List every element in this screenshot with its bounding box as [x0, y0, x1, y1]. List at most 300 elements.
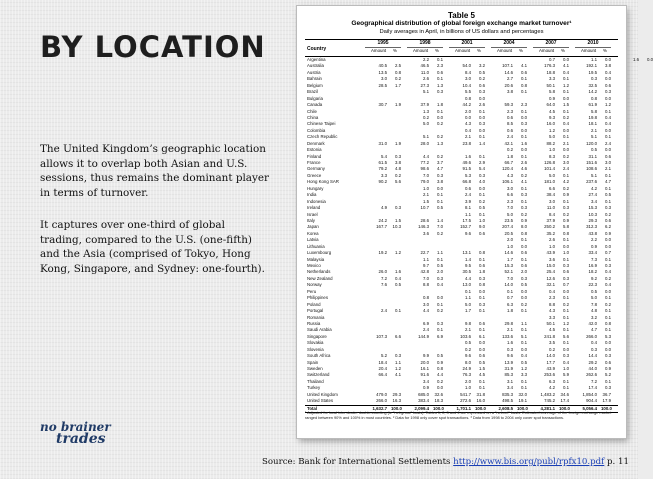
amount-cell: 4.3: [548, 308, 555, 314]
percent-cell: 0.8: [436, 366, 443, 371]
percent-cell: 0.1: [520, 185, 527, 191]
percent-cell: 0.5: [604, 192, 611, 198]
country-name: Portugal: [307, 308, 324, 314]
amount-cell: 8.4: [464, 69, 471, 75]
percent-cell: 0.0: [478, 114, 485, 120]
percent-cell: 5.3: [604, 333, 611, 339]
amount-cell: 9.6: [464, 353, 471, 359]
amount-cell: 4.7: [590, 327, 597, 333]
percent-cell: 0.9: [604, 230, 611, 236]
amount-cell: 101.4: [544, 166, 555, 172]
amount-cell: 9.9: [422, 353, 429, 359]
percent-cell: 0.8: [478, 250, 485, 256]
percent-cell: 0.3: [520, 205, 527, 211]
table-image-panel: [297, 6, 653, 438]
amount-cell: 151.6: [586, 160, 597, 165]
percent-cell: 0.0: [436, 114, 443, 120]
country-name: Canada: [307, 102, 323, 108]
percent-cell: 0.3: [478, 301, 485, 307]
percent-cell: 0.2: [604, 301, 611, 307]
amount-cell: 2.7: [506, 76, 513, 82]
percent-cell: 29.3: [392, 391, 401, 397]
amount-cell: 3.0: [548, 198, 555, 204]
amount-cell: 0.5: [464, 340, 471, 346]
percent-cell: 0.1: [604, 172, 611, 178]
amount-cell: 181.0: [544, 179, 555, 185]
percent-cell: 0.5: [520, 282, 527, 288]
amount-cell: 2.3: [548, 295, 555, 301]
percent-cell: 0.2: [394, 172, 401, 178]
source-suffix: p. 11: [604, 457, 629, 467]
amount-cell: 9.8: [464, 320, 471, 326]
percent-cell: 0.1: [562, 172, 569, 178]
logo-line-2: trades: [56, 431, 106, 447]
percent-cell: 0.0: [520, 295, 527, 301]
percent-cell: 0.3: [604, 205, 611, 211]
percent-cell: 6.9: [436, 333, 443, 339]
percent-cell: 0.4: [562, 121, 569, 127]
percent-cell: 0.3: [562, 205, 569, 211]
percent-cell: 0.3: [520, 121, 527, 127]
country-name: Chile: [307, 108, 317, 114]
percent-cell: 0.1: [604, 256, 611, 262]
amount-cell: 0.0: [464, 114, 471, 120]
country-name: Finland: [307, 153, 322, 159]
amount-cell: 30.5: [462, 269, 471, 275]
percent-cell: 0.0: [478, 127, 485, 133]
percent-cell: 0.9: [562, 217, 569, 223]
percent-cell: 5.8: [562, 224, 569, 230]
amount-cell: 4.2: [590, 185, 597, 191]
table-title: Geographical distribution of global foreign exchange market turnover¹: [351, 20, 572, 27]
amount-cell: 5.8: [590, 108, 597, 114]
amount-cell: 38.4: [546, 192, 555, 198]
amount-cell: 31.9: [504, 366, 513, 371]
percent-cell: 0.1: [520, 340, 527, 346]
percent-cell: 1.0: [562, 250, 569, 256]
percent-cell: 2.3: [436, 63, 443, 69]
percent-cell: 4.2: [562, 179, 569, 185]
percent-cell: 0.1: [478, 295, 485, 301]
amount-cell: 31.1: [588, 153, 597, 159]
percent-cell: 0.1: [436, 198, 443, 204]
percent-cell: 0.8: [394, 69, 401, 75]
percent-cell: 1.1: [394, 359, 401, 365]
amount-cell: 192.1: [586, 63, 597, 69]
percent-cell: 5.6: [562, 333, 569, 339]
country-name: Japan: [307, 224, 319, 230]
percent-cell: 10.3: [392, 224, 401, 230]
amount-cell: 44.0: [588, 366, 597, 371]
amount-cell: 22.7: [420, 250, 429, 256]
percent-cell: 0.1: [604, 185, 611, 191]
amount-cell: 3.4: [590, 198, 597, 204]
percent-cell: 2.4: [604, 140, 611, 146]
percent-cell: 0.2: [562, 301, 569, 307]
percent-cell: 0.3: [436, 275, 443, 281]
amount-cell: 1,701.1: [456, 405, 471, 411]
percent-cell: 0.6: [562, 269, 569, 275]
percent-cell: 0.3: [604, 263, 611, 268]
source-link[interactable]: http://www.bis.org/publ/rpfx10.pdf: [453, 457, 605, 467]
percent-cell: 1.2: [394, 366, 401, 371]
amount-cell: 312.3: [586, 224, 597, 230]
percent-cell: 0.1: [604, 134, 611, 140]
amount-cell: 27.3: [420, 82, 429, 88]
percent-cell: 0.4: [604, 69, 611, 75]
percent-cell: 1.6: [394, 269, 401, 275]
amount-cell: 3.0: [422, 301, 429, 307]
amount-cell: 237.6: [586, 179, 597, 185]
percent-cell: 2.6: [478, 102, 485, 108]
amount-cell: 2.4: [380, 308, 387, 314]
percent-cell: 0.3: [394, 205, 401, 211]
country-name: Latvia: [307, 237, 319, 243]
amount-subheader: Amount: [581, 48, 597, 53]
percent-cell: 0.7: [604, 250, 611, 256]
amount-cell: 1.5: [422, 198, 429, 204]
amount-cell: 2,608.5: [498, 405, 513, 411]
percent-cell: 1.2: [520, 366, 527, 371]
percent-cell: 0.0: [520, 288, 527, 294]
percent-cell: 2.0: [520, 269, 527, 275]
percent-cell: 2.9: [478, 160, 485, 165]
amount-cell: 6.3: [548, 378, 555, 384]
amount-cell: 19.2: [378, 250, 387, 256]
country-name: Lithuania: [307, 243, 325, 249]
amount-cell: 9.5: [464, 263, 471, 268]
percent-cell: 0.1: [604, 108, 611, 114]
percent-cell: 0.1: [520, 237, 527, 243]
amount-cell: 61.9: [588, 102, 597, 108]
amount-cell: 1,483.2: [540, 391, 555, 397]
percent-subheader: %: [519, 48, 523, 53]
percent-cell: 0.1: [562, 256, 569, 262]
amount-cell: 5.0: [464, 301, 471, 307]
country-name: India: [307, 192, 317, 198]
percent-cell: 16.0: [476, 398, 485, 404]
country-name: Bulgaria: [307, 95, 323, 101]
country-name: Romania: [307, 314, 325, 320]
paragraph-uk-location: The United Kingdom’s geographic location allows it to overlap both Asian and U.S. sessions, thus remains the dominant player in terms of turnover.: [40, 143, 269, 199]
percent-cell: 1.1: [436, 250, 443, 256]
amount-cell: 2.4: [422, 327, 429, 333]
amount-cell: 3.1: [506, 378, 513, 384]
percent-cell: 0.3: [604, 385, 611, 391]
amount-cell: 14.6: [504, 250, 513, 256]
amount-cell: 24.9: [462, 366, 471, 371]
amount-cell: 1.1: [590, 57, 597, 62]
country-name: Philippines: [307, 295, 329, 301]
percent-cell: 0.5: [478, 205, 485, 211]
amount-cell: 5.3: [464, 172, 471, 178]
percent-cell: 0.1: [604, 295, 611, 301]
percent-cell: 1.0: [562, 366, 569, 371]
table-header: [305, 40, 618, 57]
country-name: France: [307, 160, 321, 165]
amount-cell: 2.1: [590, 127, 597, 133]
amount-cell: 18.4: [378, 359, 387, 365]
amount-cell: 2.6: [548, 237, 555, 243]
amount-cell: 541.7: [460, 391, 471, 397]
amount-cell: 4.4: [422, 153, 429, 159]
country-name: Peru: [307, 288, 317, 294]
amount-cell: 1.4: [464, 256, 471, 262]
amount-cell: 29.8: [504, 320, 513, 326]
amount-cell: 8.8: [422, 282, 429, 288]
amount-cell: 37.9: [420, 102, 429, 108]
amount-cell: 7.0: [506, 275, 513, 281]
amount-cell: 144.9: [418, 333, 429, 339]
percent-cell: 4.7: [436, 166, 443, 172]
country-name: Russia: [307, 320, 321, 326]
amount-cell: 207.4: [502, 224, 513, 230]
percent-cell: 0.0: [436, 185, 443, 191]
amount-cell: 29.2: [588, 359, 597, 365]
country-name: Brazil: [307, 89, 318, 95]
amount-cell: 91.5: [462, 166, 471, 172]
amount-cell: 35.2: [546, 230, 555, 236]
amount-cell: 20.4: [378, 366, 387, 371]
amount-cell: 8.4: [548, 211, 555, 217]
percent-cell: 100.0: [601, 405, 612, 411]
percent-cell: 1.5: [394, 217, 401, 223]
amount-cell: 13.1: [462, 250, 471, 256]
percent-cell: 0.9: [604, 366, 611, 371]
table-subtitle: Daily averages in April, in billions of US dollars and percentages: [379, 29, 544, 35]
amount-cell: 22.3: [588, 282, 597, 288]
percent-cell: 0.0: [436, 295, 443, 301]
percent-cell: 0.4: [520, 353, 527, 359]
percent-cell: 0.4: [604, 282, 611, 288]
percent-cell: 0.6: [604, 153, 611, 159]
amount-cell: 5.1: [590, 134, 597, 140]
amount-cell: 4.3: [464, 121, 471, 127]
percent-cell: 0.6: [520, 250, 527, 256]
percent-subheader: %: [561, 48, 565, 53]
percent-cell: 0.2: [604, 275, 611, 281]
amount-cell: 43.8: [588, 230, 597, 236]
percent-cell: 0.3: [478, 275, 485, 281]
percent-cell: 0.9: [436, 359, 443, 365]
amount-cell: 13.0: [462, 282, 471, 288]
amount-cell: 152.7: [460, 224, 471, 230]
percent-cell: 0.2: [520, 211, 527, 217]
country-name: Hungary: [307, 185, 324, 191]
amount-cell: 7.8: [590, 301, 597, 307]
amount-cell: 20.0: [420, 359, 429, 365]
amount-cell: 6.9: [422, 320, 429, 326]
percent-cell: 0.1: [562, 327, 569, 333]
percent-cell: 0.7: [562, 282, 569, 288]
percent-cell: 0.1: [520, 327, 527, 333]
percent-cell: 3.0: [604, 160, 611, 165]
amount-cell: 1.8: [506, 153, 513, 159]
amount-cell: 8.0: [464, 359, 471, 365]
amount-cell: 133.6: [502, 333, 513, 339]
percent-cell: 0.3: [562, 263, 569, 268]
country-name: Bahrain: [307, 76, 322, 82]
amount-cell: 5,056.4: [582, 405, 597, 411]
amount-cell: 31.0: [378, 140, 387, 146]
amount-cell: 79.2: [378, 166, 387, 172]
amount-cell: 1.0: [464, 385, 471, 391]
percent-cell: 0.1: [478, 192, 485, 198]
percent-cell: 100.0: [433, 405, 444, 411]
percent-cell: 0.1: [520, 134, 527, 140]
amount-cell: 4.4: [464, 275, 471, 281]
percent-cell: 0.1: [562, 76, 569, 82]
percent-cell: 1.3: [436, 140, 443, 146]
amount-cell: 7.3: [590, 256, 597, 262]
percent-cell: 4.5: [478, 372, 485, 378]
percent-cell: 0.1: [562, 134, 569, 140]
percent-cell: 0.1: [436, 108, 443, 114]
percent-cell: 0.1: [562, 89, 569, 95]
amount-cell: 0.5: [590, 147, 597, 153]
amount-cell: 107.1: [502, 63, 513, 69]
percent-cell: 36.7: [602, 391, 611, 397]
country-name: Ireland: [307, 205, 321, 211]
percent-cell: 2.1: [604, 166, 611, 172]
amount-cell: 3.3: [380, 172, 387, 178]
amount-cell: 7.0: [506, 205, 513, 211]
percent-cell: 0.0: [604, 95, 611, 101]
country-name: Slovakia: [307, 340, 324, 346]
amount-cell: 250.2: [544, 224, 555, 230]
percent-cell: 0.1: [394, 308, 401, 314]
amount-cell: 52.1: [504, 269, 513, 275]
percent-cell: 7.0: [436, 224, 443, 230]
amount-cell: 8.8: [548, 301, 555, 307]
amount-cell: 107.3: [376, 333, 387, 339]
percent-cell: 2.1: [562, 140, 569, 146]
percent-cell: 1.5: [562, 102, 569, 108]
amount-cell: 50.1: [546, 320, 555, 326]
percent-cell: 8.0: [520, 224, 527, 230]
percent-cell: 0.3: [394, 353, 401, 359]
percent-cell: 0.1: [520, 308, 527, 314]
percent-cell: 0.1: [520, 108, 527, 114]
amount-cell: 91.6: [420, 372, 429, 378]
percent-cell: 0.0: [562, 57, 569, 62]
percent-cell: 0.4: [604, 114, 611, 120]
year-header-1998: 1998: [407, 40, 443, 48]
percent-cell: 0.8: [604, 320, 611, 326]
amount-cell: 0.1: [464, 288, 471, 294]
amount-cell: 4,281.1: [540, 405, 555, 411]
country-name: China: [307, 114, 319, 120]
country-name: Estonia: [307, 147, 322, 153]
percent-cell: 0.1: [436, 192, 443, 198]
percent-cell: 0.4: [604, 269, 611, 275]
amount-cell: 0.3: [590, 76, 597, 82]
percent-cell: 0.1: [562, 237, 569, 243]
amount-cell: 2.0: [464, 108, 471, 114]
amount-cell: 17.7: [546, 359, 555, 365]
amount-cell: 14.0: [504, 282, 513, 288]
percent-cell: 0.3: [436, 320, 443, 326]
percent-cell: 4.0: [478, 179, 485, 185]
percent-cell: 0.4: [562, 359, 569, 365]
amount-cell: 7.0: [422, 172, 429, 178]
amount-cell: 5.0: [548, 134, 555, 140]
percent-cell: 0.0: [604, 340, 611, 346]
amount-cell: 85.3: [504, 372, 513, 378]
percent-cell: 0.1: [520, 153, 527, 159]
percent-subheader: %: [477, 48, 481, 53]
country-name: Indonesia: [307, 198, 326, 204]
percent-cell: 0.3: [478, 121, 485, 127]
percent-cell: 100.0: [391, 405, 402, 411]
percent-cell: 0.1: [520, 198, 527, 204]
amount-cell: 13.9: [504, 359, 513, 365]
amount-cell: 0.1: [506, 288, 513, 294]
amount-cell: 16.1: [420, 366, 429, 371]
percent-cell: 0.1: [478, 327, 485, 333]
country-name: Italy: [307, 217, 315, 223]
amount-subheader: Amount: [539, 48, 555, 53]
percent-cell: 0.5: [394, 282, 401, 288]
amount-cell: 3.4: [506, 385, 513, 391]
amount-cell: 1.6: [506, 340, 513, 346]
percent-cell: 0.1: [436, 301, 443, 307]
percent-cell: 0.1: [478, 256, 485, 262]
amount-cell: 1.7: [506, 256, 513, 262]
percent-cell: 0.0: [520, 127, 527, 133]
amount-cell: 0.9: [548, 95, 555, 101]
amount-cell: 16.9: [588, 263, 597, 268]
amount-cell: 49.6: [462, 160, 471, 165]
amount-cell: 43.9: [546, 366, 555, 371]
percent-cell: 1.8: [478, 269, 485, 275]
percent-cell: 0.1: [520, 378, 527, 384]
country-column-header: Country: [307, 46, 327, 52]
percent-cell: 0.0: [604, 243, 611, 249]
percent-cell: 0.1: [436, 256, 443, 262]
amount-cell: 0.9: [590, 243, 597, 249]
percent-cell: 0.1: [562, 340, 569, 346]
percent-cell: 6.6: [394, 333, 401, 339]
percent-cell: 0.1: [436, 76, 443, 82]
percent-cell: 3.0: [562, 160, 569, 165]
year-header-1995: 1995: [365, 40, 401, 48]
amount-cell: 0.6: [464, 185, 471, 191]
amount-cell: 2.2: [422, 57, 429, 62]
amount-cell: 3.0: [464, 76, 471, 82]
amount-cell: 7.2: [590, 378, 597, 384]
amount-cell: 18.1: [588, 121, 597, 127]
percent-cell: 100.0: [517, 405, 528, 411]
amount-cell: 2.3: [506, 108, 513, 114]
country-name: United Kingdom: [307, 391, 338, 397]
amount-cell: 3.3: [548, 76, 555, 82]
amount-cell: 383.4: [418, 398, 429, 404]
percent-cell: 0.3: [520, 275, 527, 281]
amount-cell: 120.4: [502, 166, 513, 172]
amount-subheader: Amount: [455, 48, 471, 53]
percent-cell: 3.8: [436, 179, 443, 185]
amount-cell: 79.0: [420, 179, 429, 185]
percent-cell: 4.1: [520, 63, 527, 69]
percent-cell: 0.1: [478, 134, 485, 140]
country-name: Mexico: [307, 263, 321, 268]
amount-cell: 10.4: [462, 82, 471, 88]
percent-cell: 0.0: [604, 57, 611, 62]
percent-cell: 0.1: [520, 256, 527, 262]
percent-cell: 0.0: [436, 385, 443, 391]
percent-cell: 100.0: [475, 405, 486, 411]
